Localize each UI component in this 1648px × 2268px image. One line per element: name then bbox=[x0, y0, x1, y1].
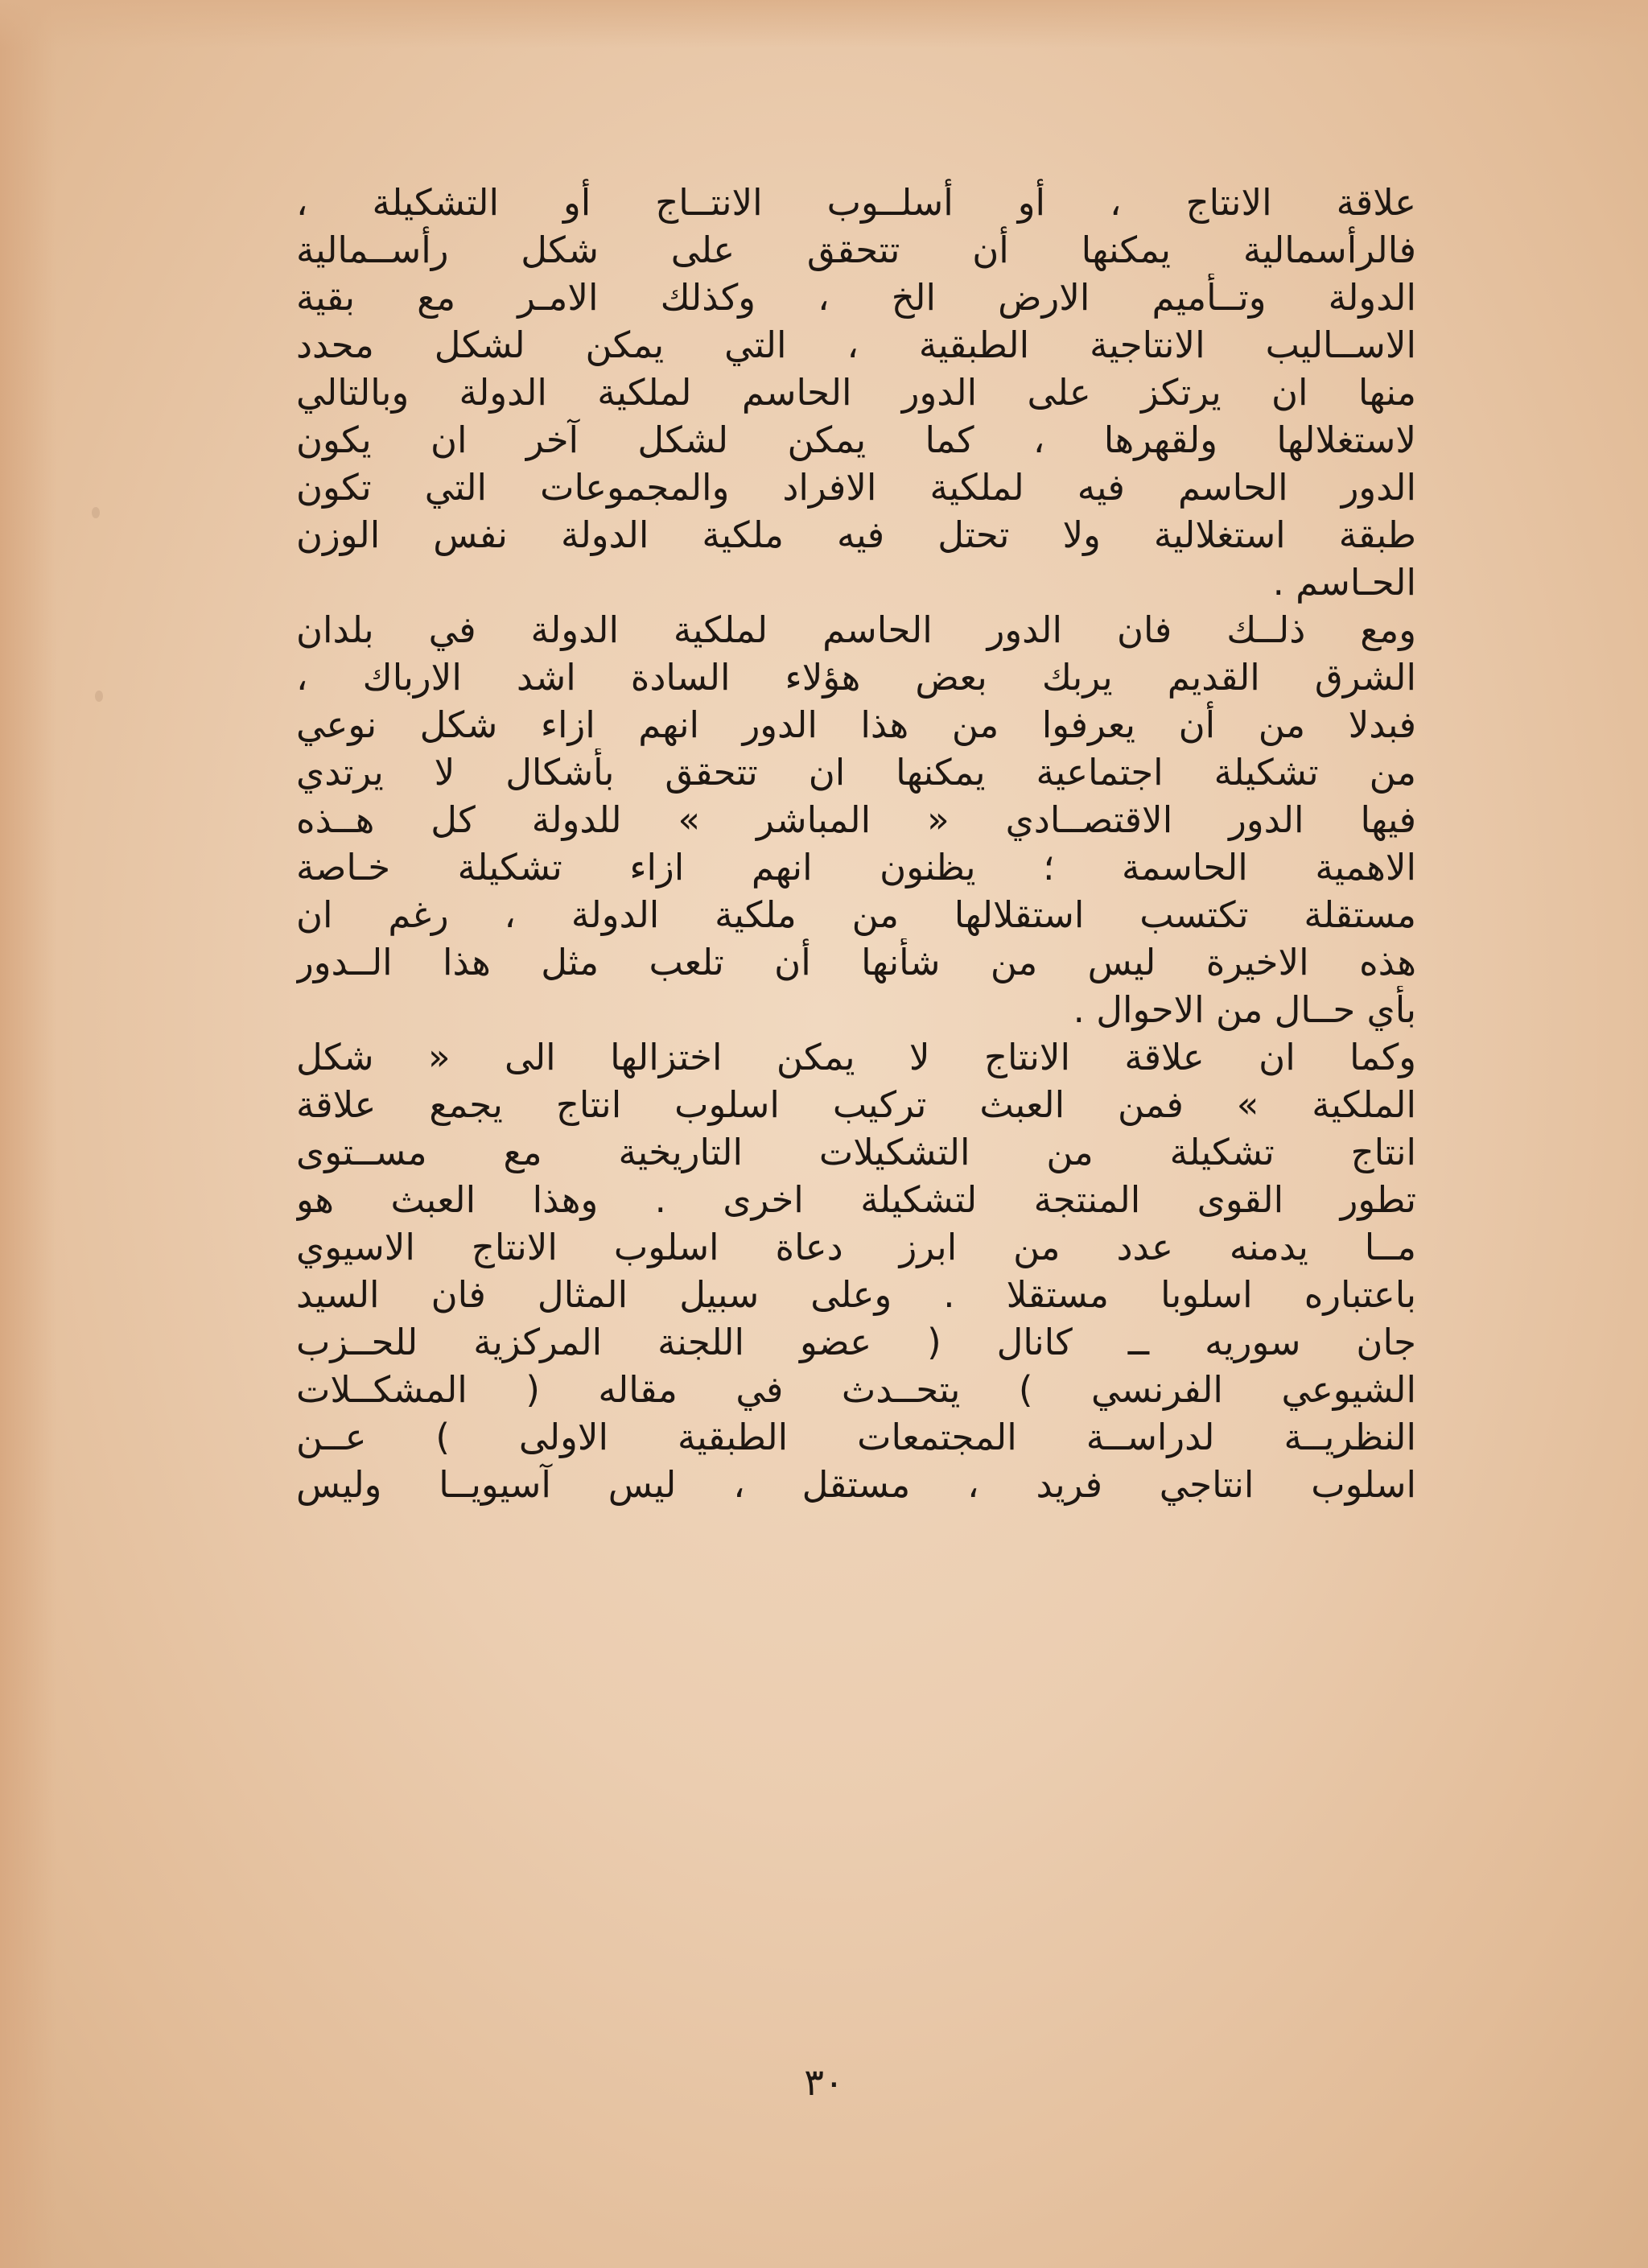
text-line: الشرق القديم يربك بعض هؤلاء السادة اشد الارباك ، bbox=[296, 656, 1416, 699]
text-line: علاقة الانتاج ، أو أسلــوب الانتــاج أو التشكيلة ، bbox=[296, 181, 1416, 224]
text-line: الملكية » فمن العبث تركيب اسلوب انتاج يجمع علاقة bbox=[296, 1083, 1416, 1126]
text-line: بأي حــال من الاحوال . bbox=[1073, 988, 1416, 1031]
text-line: النظريــة لدراســة المجتمعات الطبقية الاولى ) عــن bbox=[296, 1416, 1416, 1458]
text-line: انتاج تشكيلة من التشكيلات التاريخية مع مســتوى bbox=[296, 1131, 1416, 1173]
page-shadow-left bbox=[0, 0, 56, 2268]
text-line: فيها الدور الاقتصــادي « المباشر » للدولة كل هــذه bbox=[296, 798, 1416, 841]
text-line: لاستغلالها ولقهرها ، كما يمكن لشكل آخر ان يكون bbox=[296, 419, 1416, 461]
text-line: وكما ان علاقة الانتاج لا يمكن اختزالها الى « شكل bbox=[296, 1036, 1416, 1078]
text-line: فبدلا من أن يعرفوا من هذا الدور انهم ازاء شكل نوعي bbox=[296, 703, 1416, 746]
text-line: الدولة وتــأميم الارض الخ ، وكذلك الامـر مع بقية bbox=[296, 276, 1416, 319]
paper-speck bbox=[92, 507, 100, 518]
text-line: فالرأسمالية يمكنها أن تتحقق على شكل رأســمالية bbox=[296, 229, 1416, 271]
paragraph-1 bbox=[296, 179, 1416, 606]
text-line: من تشكيلة اجتماعية يمكنها ان تتحقق بأشكال لا يرتدي bbox=[296, 751, 1416, 794]
text-line: اسلوب انتاجي فريد ، مستقل ، ليس آسيويــا وليس bbox=[296, 1463, 1416, 1506]
text-line: باعتباره اسلوبا مستقلا . وعلى سبيل المثال فان السيد bbox=[296, 1273, 1416, 1316]
text-line: ومع ذلــك فان الدور الحاسم لملكية الدولة في بلدان bbox=[296, 608, 1416, 651]
text-line: الحـاسم . bbox=[1272, 561, 1416, 604]
paragraph-2 bbox=[296, 606, 1416, 1033]
text-line: الاســاليب الانتاجية الطبقية ، التي يمكن لشكل محدد bbox=[296, 324, 1416, 366]
text-line: تطور القوى المنتجة لتشكيلة اخرى . وهذا العبث هو bbox=[296, 1178, 1416, 1221]
page-number: ٣٠ bbox=[804, 2060, 844, 2104]
text-line: الدور الحاسم فيه لملكية الافراد والمجموعات التي تكون bbox=[296, 466, 1416, 509]
text-line: جان سوريه ــ كانال ( عضو اللجنة المركزية للحــزب bbox=[296, 1321, 1416, 1363]
text-line: الشيوعي الفرنسي ) يتحــدث في مقاله ( المشكــلات bbox=[296, 1368, 1416, 1411]
text-line: هذه الاخيرة ليس من شأنها أن تلعب مثل هذا الــدور bbox=[296, 941, 1416, 983]
text-line: منها ان يرتكز على الدور الحاسم لملكية الدولة وبالتالي bbox=[296, 371, 1416, 414]
body-text bbox=[296, 179, 1416, 1508]
text-line: الاهمية الحاسمة ؛ يظنون انهم ازاء تشكيلة خـاصة bbox=[296, 846, 1416, 889]
page-shadow-top bbox=[0, 0, 1648, 48]
paragraph-3 bbox=[296, 1033, 1416, 1508]
text-line: مستقلة تكتسب استقلالها من ملكية الدولة ، رغم ان bbox=[296, 893, 1416, 936]
text-line: مــا يدمنه عدد من ابرز دعاة اسلوب الانتاج الاسيوي bbox=[296, 1226, 1416, 1268]
text-line: طبقة استغلالية ولا تحتل فيه ملكية الدولة نفس الوزن bbox=[296, 513, 1416, 556]
paper-speck bbox=[95, 691, 103, 702]
